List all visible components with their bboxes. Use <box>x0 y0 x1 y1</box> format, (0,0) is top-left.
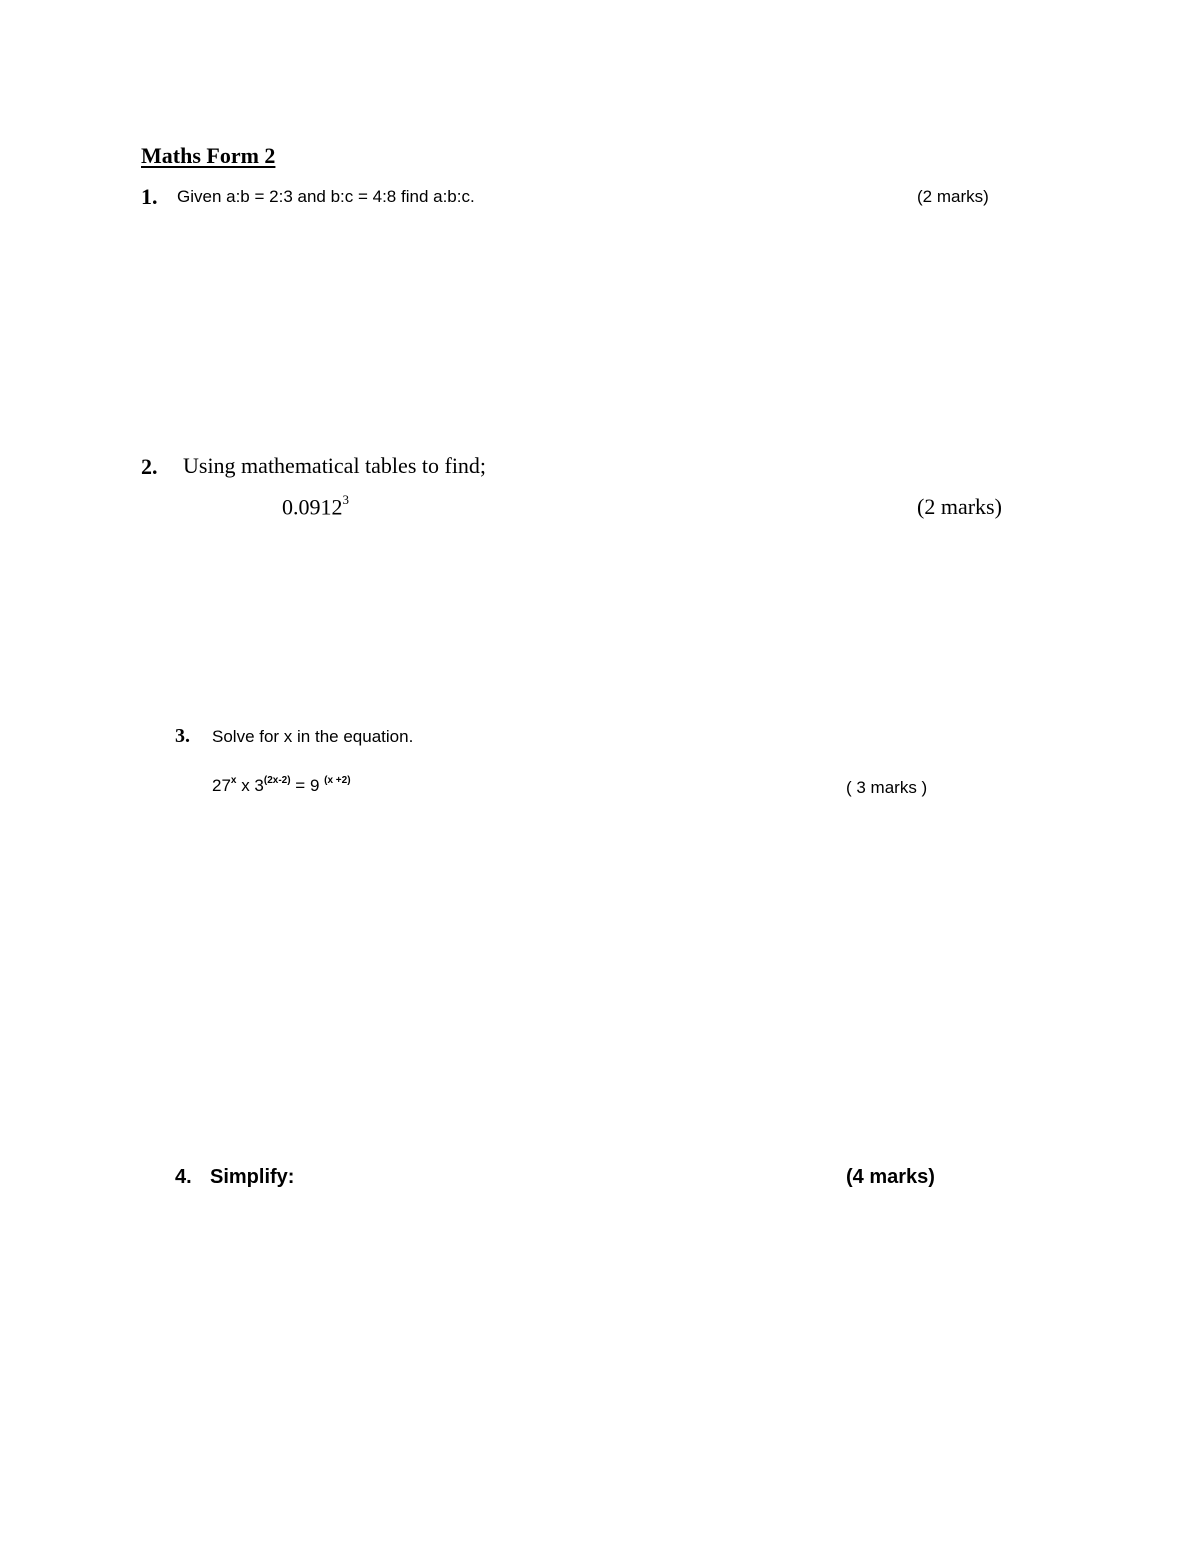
equation-exponent-2: (2x-2) <box>263 775 291 786</box>
equation-equals: = 9 <box>290 776 325 795</box>
question-3-marks: ( 3 marks ) <box>846 778 928 797</box>
question-2-text: Using mathematical tables to find; <box>183 453 487 478</box>
equation-middle: x 3 <box>236 776 264 795</box>
question-2-marks: (2 marks) <box>917 494 1002 519</box>
question-4-number: 4. <box>175 1166 192 1188</box>
page-title: Maths Form 2 <box>141 143 276 168</box>
question-3-equation <box>212 776 351 796</box>
question-1-number: 1. <box>141 184 158 209</box>
equation-exponent-3: (x +2) <box>324 775 351 786</box>
expression-base: 0.0912 <box>282 494 343 520</box>
question-2-number: 2. <box>141 454 158 479</box>
question-2-expression <box>282 494 349 520</box>
question-3-number: 3. <box>175 725 190 747</box>
equation-base-27: 27 <box>212 776 231 795</box>
question-4-marks: (4 marks) <box>846 1166 935 1188</box>
question-1-text: Given a:b = 2:3 and b:c = 4:8 find a:b:c. <box>177 187 475 206</box>
expression-exponent: 3 <box>342 492 349 507</box>
question-1-marks: (2 marks) <box>917 187 989 206</box>
question-3-text: Solve for x in the equation. <box>212 727 414 746</box>
question-4-text: Simplify: <box>210 1166 295 1188</box>
equation-exponent-1: x <box>230 775 237 786</box>
